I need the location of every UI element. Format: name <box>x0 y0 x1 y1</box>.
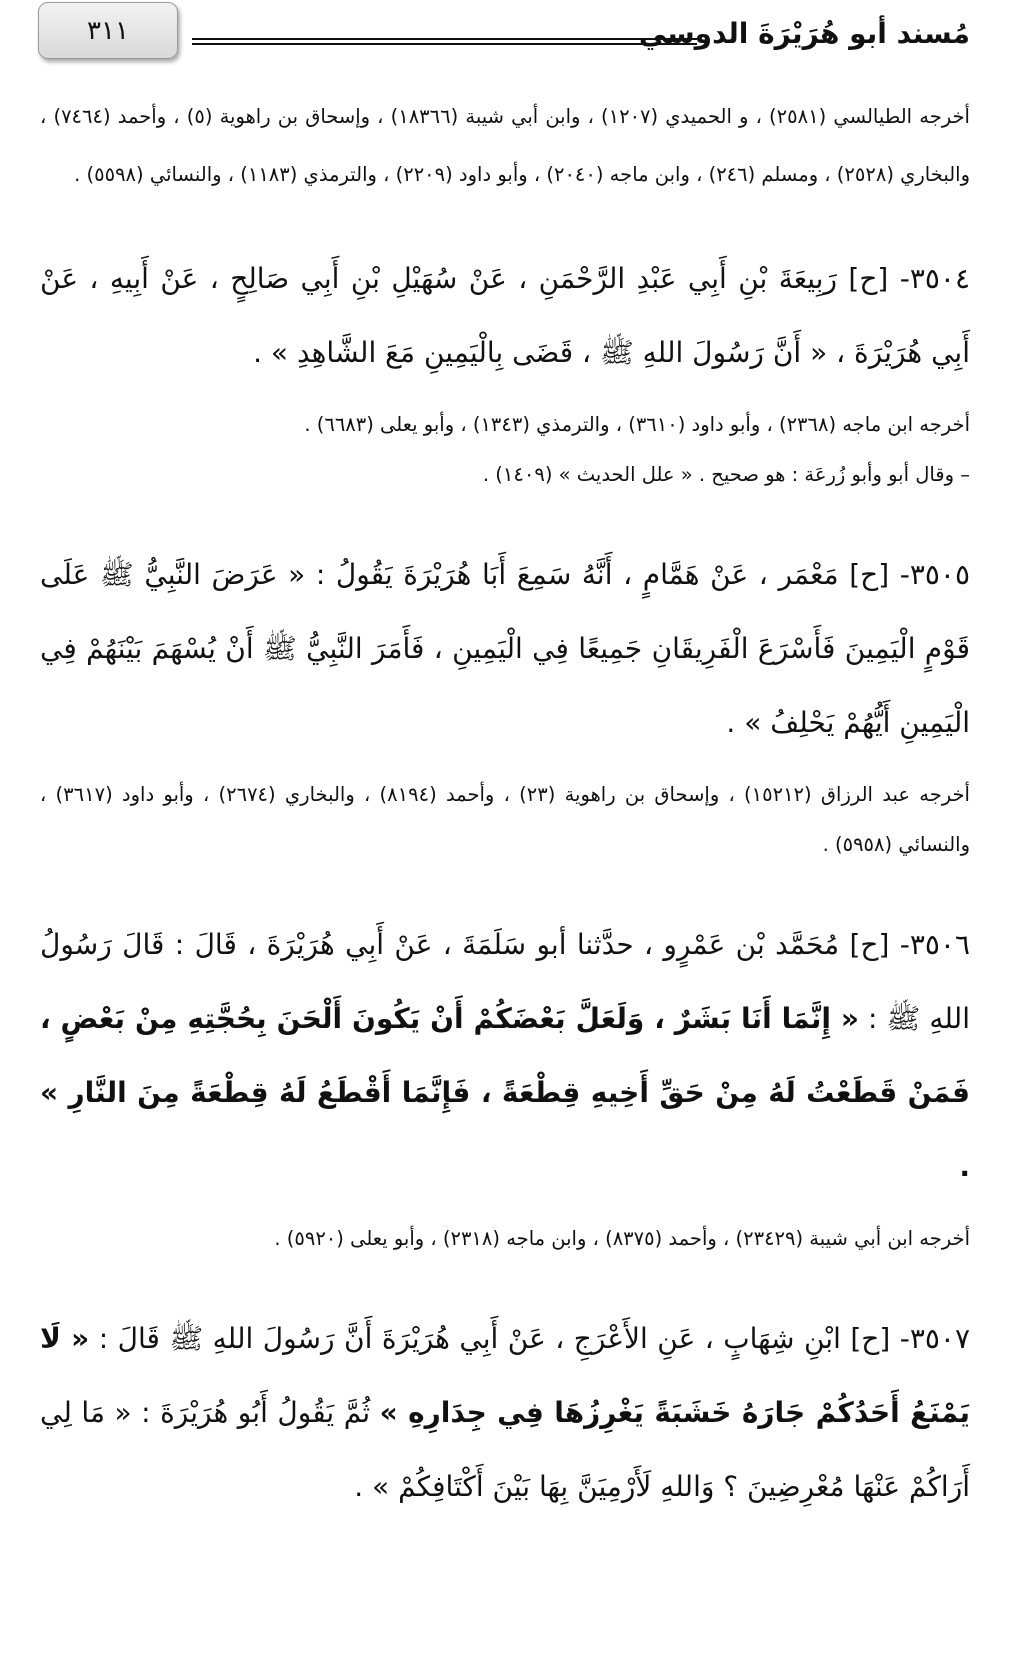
hadith-3507-tail: ثُمَّ يَقُولُ أَبُو هُرَيْرَةَ : « مَا لِي أَرَاكُمْ عَنْهَا مُعْرِضِينَ ؟ وَاللهِ لَأَرْمِيَنَّ بِهَا بَيْنَ أَكْتَافِكُمْ » . <box>40 1396 970 1503</box>
page-body <box>40 88 970 1524</box>
takhrij-3504: أخرجه ابن ماجه (٢٣٦٨) ، وأبو داود (٣٦١٠) ، والترمذي (١٣٤٣) ، وأبو يعلى (٦٦٨٣) . <box>304 413 970 436</box>
note-3504: – وقال أبو وأبو زُرعَة : هو صحيح . « علل الحديث » (١٤٠٩) . <box>482 463 970 486</box>
spacer <box>40 1204 970 1214</box>
hadith-3507-isnad: ٣٥٠٧- [ح] ابْنِ شِهَابٍ ، عَنِ الأَعْرَجِ ، عَنْ أَبِي هُرَيْرَةَ أَنَّ رَسُولَ اللهِ ﷺ قَالَ : <box>89 1322 970 1355</box>
hadith-3507-matn: « لَا يَمْنَعُ أَحَدُكُمْ جَارَهُ خَشَبَةً يَغْرِزُهَا فِي جِدَارِهِ » <box>40 1322 970 1429</box>
takhrij-3506: أخرجه ابن أبي شيبة (٢٣٤٢٩) ، وأحمد (٨٣٧٥) ، وابن ماجه (٢٣١٨) ، وأبو يعلى (٥٩٢٠) . <box>274 1227 970 1250</box>
hadith-3506-isnad: ٣٥٠٦- [ح] مُحَمَّد بْن عَمْرٍو ، حدَّثنا أبو سَلَمَةَ ، عَنْ أَبِي هُرَيْرَةَ ، قَالَ : قَالَ رَسُولُ اللهِ ﷺ : <box>40 928 970 1035</box>
page-number: ٣١١ <box>38 2 178 59</box>
spacer <box>40 1264 970 1302</box>
takhrij-intro: أخرجه الطيالسي (٢٥٨١) ، و الحميدي (١٢٠٧) ، وابن أبي شيبة (١٨٣٦٦) ، وإسحاق بن راهوية (٥) ، وأحمد (٧٤٦٤) ، والبخاري (٢٥٢٨) ، ومسلم (٢٤٦) ، وابن ماجه (٢٠٤٠) ، وأبو داود (٢٢٠٩) ، والترمذي (١١٨٣) ، والنسائي (٥٥٩٨) . <box>40 105 970 186</box>
spacer <box>40 500 970 538</box>
hadith-3506 <box>40 908 970 1204</box>
hadith-3504: ٣٥٠٤- [ح] رَبِيعَةَ بْنِ أَبِي عَبْدِ الرَّحْمَنِ ، عَنْ سُهَيْلِ بْنِ أَبِي صَالِحٍ ، عَنْ أَبِيهِ ، عَنْ أَبِي هُرَيْرَةَ ، « أَنَّ رَسُولَ اللهِ ﷺ ، قَضَى بِالْيَمِينِ مَعَ الشَّاهِدِ » . <box>40 262 970 369</box>
running-title: مُسند أبو هُرَيْرَةَ الدوسي <box>638 17 970 50</box>
header-rule <box>192 38 697 45</box>
hadith-3507 <box>40 1302 970 1524</box>
spacer <box>40 760 970 770</box>
hadith-3505: ٣٥٠٥- [ح] مَعْمَر ، عَنْ هَمَّامٍ ، أَنَّهُ سَمِعَ أَبَا هُرَيْرَةَ يَقُولُ : « عَرَضَ النَّبِيُّ ﷺ عَلَى قَوْمٍ الْيَمِينَ فَأَسْرَعَ الْفَرِيقَانِ جَمِيعًا فِي الْيَمِينِ ، فَأَمَرَ النَّبِيُّ ﷺ أَنْ يُسْهَمَ بَيْنَهُمْ فِي الْيَمِينِ أَيُّهُمْ يَحْلِفُ » . <box>40 558 970 739</box>
takhrij-3505: أخرجه عبد الرزاق (١٥٢١٢) ، وإسحاق بن راهوية (٢٣) ، وأحمد (٨١٩٤) ، والبخاري (٢٦٧٤) ، وأبو داود (٣٦١٧) ، والنسائي (٥٩٥٨) . <box>40 783 970 856</box>
page-header <box>0 0 1010 70</box>
hadith-3506-matn: « إِنَّمَا أَنَا بَشَرٌ ، وَلَعَلَّ بَعْضَكُمْ أَنْ يَكُونَ أَلْحَنَ بِحُجَّتِهِ مِنْ بَعْضٍ ، فَمَنْ قَطَعْتُ لَهُ مِنْ حَقِّ أَخِيهِ قِطْعَةً ، فَإِنَّمَا أَقْطَعُ لَهُ قِطْعَةً مِنَ النَّارِ » . <box>40 1002 970 1183</box>
spacer <box>40 390 970 400</box>
spacer <box>40 870 970 908</box>
spacer <box>40 204 970 242</box>
